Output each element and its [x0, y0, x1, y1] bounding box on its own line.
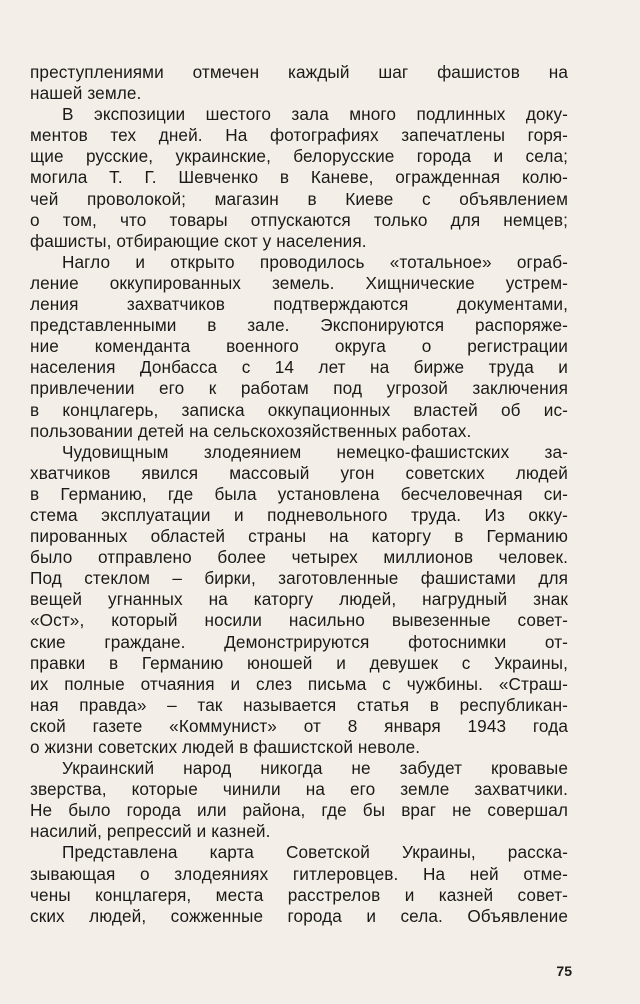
text-line: их полные отчаяния и слез письма с чужбины. «Страш-: [30, 673, 568, 694]
text-line: ской газете «Коммунист» от 8 января 1943 года: [30, 715, 568, 736]
text-line: могила Т. Г. Шевченко в Каневе, огражденная колю-: [30, 167, 568, 188]
text-line: Под стеклом – бирки, заготовленные фашистами для: [30, 568, 568, 589]
text-line: Не было города или района, где бы враг не совершал: [30, 800, 568, 821]
text-line: представленными в зале. Экспонируются распоряже-: [30, 315, 568, 336]
text-line: чены концлагеря, места расстрелов и казней совет-: [30, 884, 568, 905]
page-number: 75: [556, 963, 572, 979]
text-line: пользовании детей на сельскохозяйственных работах.: [30, 420, 472, 441]
text-line: Чудовищным злодеянием немецко-фашистских за-: [62, 441, 568, 462]
text-line: вещей угнанных на каторгу людей, нагрудный знак: [30, 589, 568, 610]
text-line: Украинский народ никогда не забудет кровавые: [62, 758, 568, 779]
body-text: [30, 62, 568, 927]
text-line: В экспозиции шестого зала много подлинных доку-: [62, 104, 568, 125]
text-line: в концлагерь, записка оккупационных властей об ис-: [30, 399, 568, 420]
text-line: о том, что товары отпускаются только для немцев;: [30, 209, 568, 230]
text-line: хватчиков явился массовый угон советских людей: [30, 462, 568, 483]
text-line: ментов тех дней. На фотографиях запечатлены горя-: [30, 125, 568, 146]
text-line: щие русские, украинские, белорусские города и села;: [30, 146, 568, 167]
text-line: нашей земле.: [30, 83, 142, 104]
text-line: ские граждане. Демонстрируются фотоснимки от-: [30, 631, 568, 652]
text-line: Представлена карта Советской Украины, расска-: [62, 842, 568, 863]
text-line: Нагло и открыто проводилось «тотальное» ограб-: [62, 251, 568, 272]
text-line: о жизни советских людей в фашистской неволе.: [30, 737, 421, 757]
text-line: привлечении его к работам под угрозой заключения: [30, 378, 568, 399]
text-line: фашисты, отбирающие скот у населения.: [30, 230, 367, 251]
text-line: ских людей, сожженные города и села. Объявление: [30, 905, 568, 926]
text-line: зверства, которые чинили на его земле захватчики.: [30, 779, 568, 800]
text-line: чей проволокой; магазин в Киеве с объявлением: [30, 188, 568, 209]
text-line: ление оккупированных земель. Хищнические устрем-: [30, 272, 568, 293]
text-line: в Германию, где была установлена бесчеловечная си-: [30, 483, 568, 504]
text-line: ная правда» – так называется статья в республикан-: [30, 694, 568, 715]
text-line: ние коменданта военного округа о регистрации: [30, 336, 568, 357]
text-line: было отправлено более четырех миллионов человек.: [30, 547, 568, 568]
text-line: зывающая о злодеяниях гитлеровцев. На ней отме-: [30, 863, 568, 884]
text-line: правки в Германию юношей и девушек с Украины,: [30, 652, 568, 673]
text-line: насилий, репрессий и казней.: [30, 821, 271, 842]
text-line: ления захватчиков подтверждаются документами,: [30, 294, 568, 315]
text-line: стема эксплуатации и подневольного труда. Из окку-: [30, 504, 568, 525]
text-line: «Ост», который носили насильно вывезенные совет-: [30, 610, 568, 631]
text-line: преступлениями отмечен каждый шаг фашистов на: [30, 62, 568, 82]
text-line: пированных областей страны на каторгу в Германию: [30, 526, 568, 547]
text-line: населения Донбасса с 14 лет на бирже труда и: [30, 357, 568, 378]
